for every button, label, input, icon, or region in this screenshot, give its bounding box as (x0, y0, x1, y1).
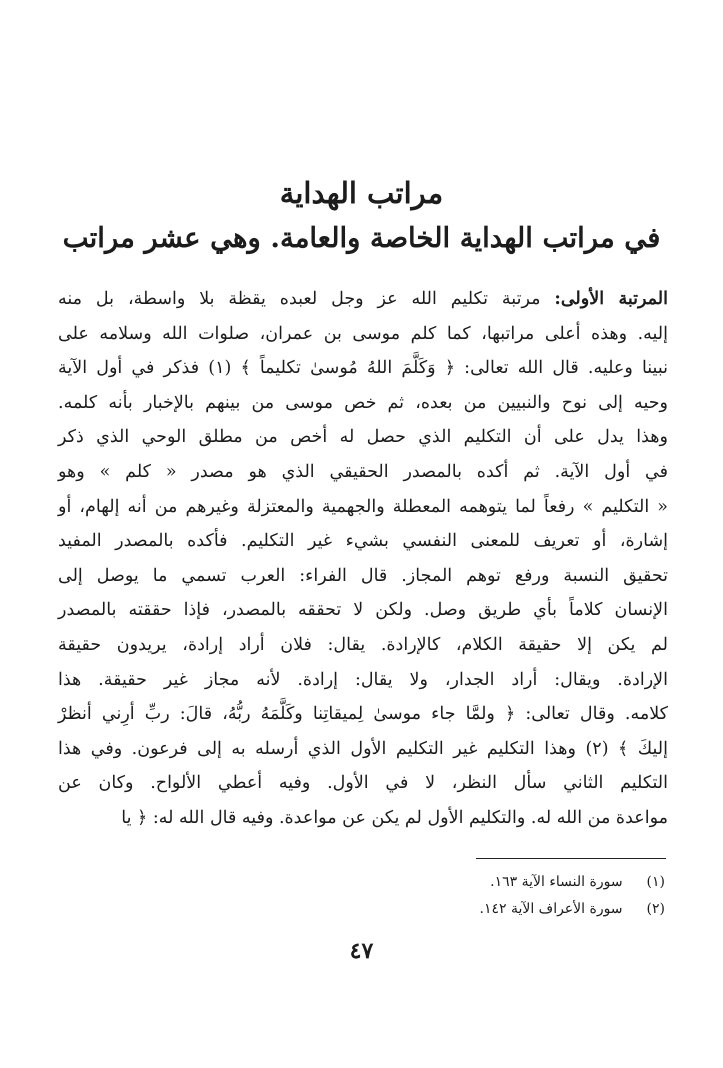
footnote (490, 874, 665, 890)
text-line: الإرادة. ويقال: أراد الجدار، ولا يقال: إرادة. لأنه مجاز غير حقيقة. هذا (58, 669, 668, 690)
footnote-text: سورة الأعراف الآية ١٤٢. (479, 901, 623, 917)
footnote-number: (١) (646, 874, 665, 890)
text-line: وهذا يدل على أن التكليم الذي حصل له أخص من مطلق الوحي الذي ذكر (58, 427, 668, 448)
text-line: مواعدة من الله له. والتكليم الأول لم يكن عن مواعدة. وفيه قال الله له: ﴿ يا (121, 807, 668, 828)
text-line: إليكَ ﴾ (٢) وهذا التكليم غير التكليم الأول الذي أرسله به إلى فرعون. وفي هذا (58, 738, 668, 759)
body-text (58, 282, 668, 836)
text-line: إليه. وهذه أعلى مراتبها، كما كلم موسى بن عمران، صلوات الله وسلامه على (58, 323, 668, 344)
chapter-subtitle: في مراتب الهداية الخاصة والعامة. وهي عشر مراتب (62, 222, 661, 254)
text-line-content: مرتبة تكليم الله عز وجل لعبده يقظة بلا واسطة، بل منه (58, 289, 555, 309)
text-line: لم يكن إلا حقيقة الكلام، كالإرادة. يقال: فلان أراد إرادة، يريدون حقيقة (58, 634, 668, 655)
page-number: ٤٧ (349, 938, 374, 964)
chapter-title: مراتب الهداية (279, 176, 444, 210)
text-line: تحقيق النسبة ورفع توهم المجاز. قال الفراء: العرب تسمي ما يوصل إلى (58, 565, 668, 586)
text-line: الإنسان كلاماً بأي طريق وصل. ولكن لا تحققه بالمصدر، فإذا حققته بالمصدر (58, 600, 668, 621)
text-line: إشارة، أو تعريف للمعنى النفسي بشيء غير التكليم. فأكده بالمصدر المفيد (58, 531, 668, 552)
text-line: في أول الآية. ثم أكده بالمصدر الحقيقي الذي هو مصدر « كلم » وهو (58, 461, 668, 482)
section-lead: المرتبة الأولى: (554, 289, 668, 309)
text-line: نبينا وعليه. قال الله تعالى: ﴿ وَكَلَّمَ اللهُ مُوسىٰ تكليماً ﴾ (١) فذكر في أول الآية (58, 358, 668, 379)
text-line: التكليم الثاني سأل النظر، لا في الأول. وفيه أعطي الألواح. وكان عن (58, 773, 668, 794)
text-line: « التكليم » رفعاً لما يتوهمه المعطلة والجهمية والمعتزلة وغيرهم من أنه إلهام، أو (58, 496, 668, 517)
footnote (479, 901, 665, 917)
text-line (58, 282, 668, 317)
footnote-number: (٢) (646, 901, 665, 917)
footnote-text: سورة النساء الآية ١٦٣. (490, 874, 623, 890)
text-line: وحيه إلى نوح والنبيين من بعده، ثم خص موسى من بينهم بالإخبار بأنه كلمه. (58, 392, 668, 413)
footnote-divider (476, 858, 666, 859)
text-line: كلامه. وقال تعالى: ﴿ ولمَّا جاء موسىٰ لِميقاتِنا وكَلَّمَهُ ربُّهُ، قالَ: ربِّ أرِني أنظرْ (58, 704, 668, 725)
